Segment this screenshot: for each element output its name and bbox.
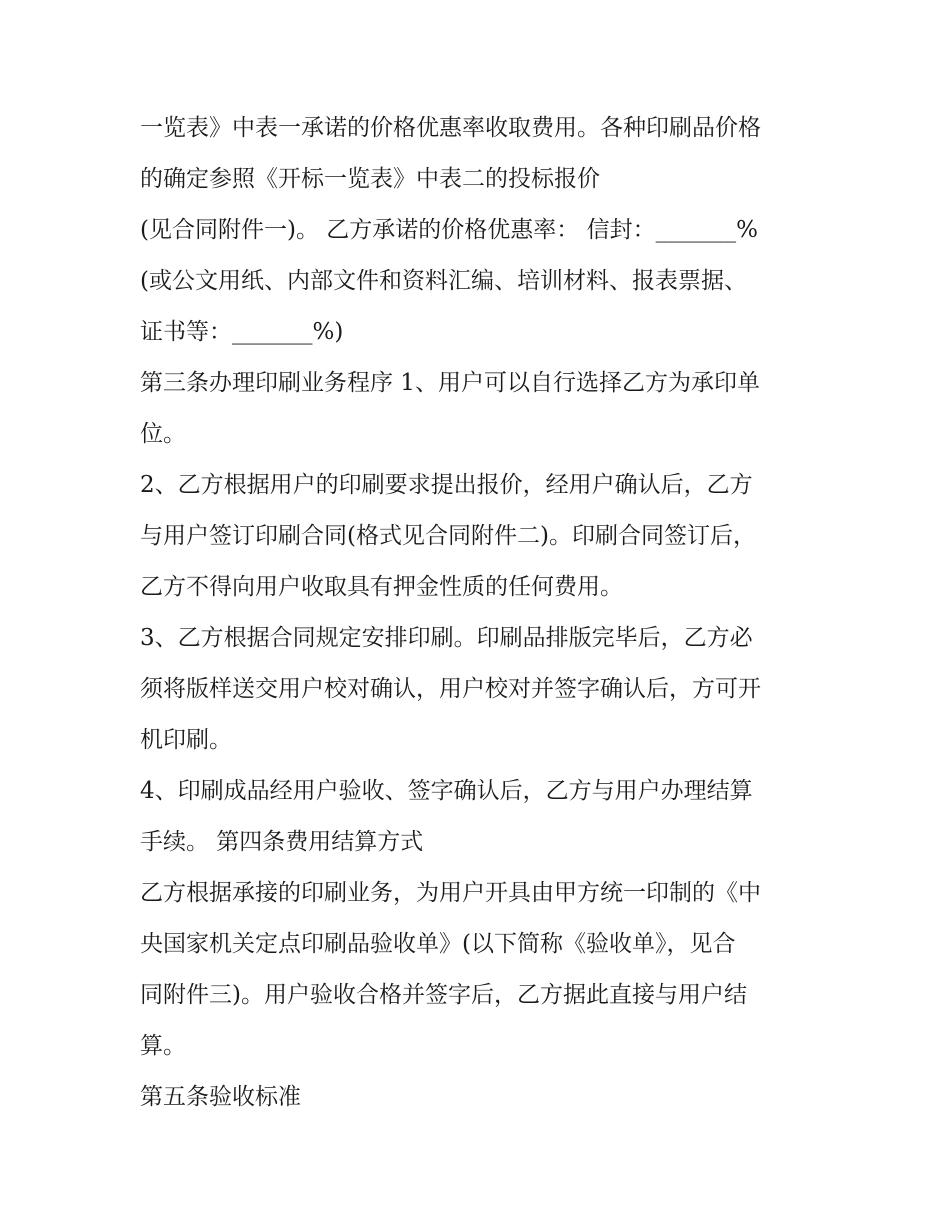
text-line: 与用户签订印刷合同(格式见合同附件二)。印刷合同签订后， <box>140 523 756 549</box>
text-line: 证书等：_______%) <box>140 319 344 345</box>
text-line: 一览表》中表一承诺的价格优惠率收取费用。各种印刷品价格 <box>140 115 761 141</box>
text-line: 位。 <box>140 421 186 447</box>
text-line: (见合同附件一)。 乙方承诺的价格优惠率： 信封：_______% <box>140 217 758 243</box>
text-line: 须将版样送交用户校对确认，用户校对并签字确认后，方可开 <box>140 676 761 702</box>
text-line: 乙方根据承接的印刷业务，为用户开具由甲方统一印制的《中 <box>140 880 761 906</box>
document-body <box>140 103 830 1123</box>
text-line: 机印刷。 <box>140 727 232 753</box>
section-heading-article-3: 第三条办理印刷业务程序 1、用户可以自行选择乙方为承印单 <box>140 370 760 396</box>
text-line: 同附件三)。用户验收合格并签字后，乙方据此直接与用户结 <box>140 982 747 1008</box>
text-line: 央国家机关定点印刷品验收单》(以下简称《验收单》，见合 <box>140 931 736 957</box>
text-line: 4、印刷成品经用户验收、签字确认后，乙方与用户办理结算 <box>140 778 753 804</box>
section-heading-article-5: 第五条验收标准 <box>140 1084 301 1110</box>
section-heading-article-4: 手续。 第四条费用结算方式 <box>140 829 424 855</box>
text-line: 乙方不得向用户收取具有押金性质的任何费用。 <box>140 574 623 600</box>
text-line: 3、乙方根据合同规定安排印刷。印刷品排版完毕后，乙方必 <box>140 625 753 651</box>
text-line: 2、乙方根据用户的印刷要求提出报价，经用户确认后，乙方 <box>140 472 753 498</box>
text-line: 算。 <box>140 1033 186 1059</box>
text-line: (或公文用纸、内部文件和资料汇编、培训材料、报表票据、 <box>140 268 747 294</box>
text-line: 的确定参照《开标一览表》中表二的投标报价 <box>140 166 600 192</box>
